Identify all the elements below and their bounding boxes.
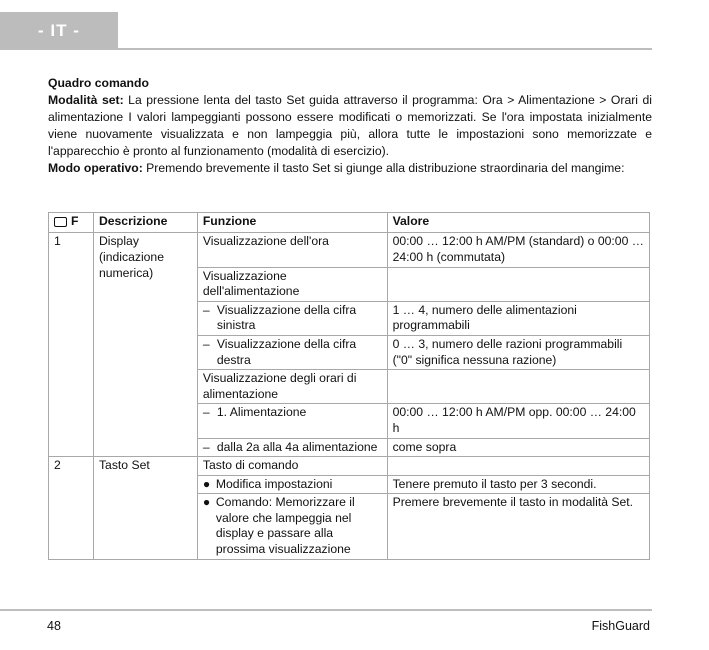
row1-function-other-feedings (197, 438, 387, 457)
row2-value-key (387, 457, 649, 476)
dash-marker: – (202, 302, 210, 317)
section-heading: Quadro comando (48, 76, 149, 90)
brand-name: FishGuard (591, 619, 650, 633)
set-mode-paragraph (48, 92, 652, 160)
right-digit-label: Visualizzazione della cifra destra (216, 336, 357, 367)
first-feeding-label: 1. Alimentazione (216, 405, 307, 420)
row2-description: Tasto Set (93, 457, 197, 560)
row1-number: 1 (49, 233, 94, 457)
row2-function-key: Tasto di comando (197, 457, 387, 476)
command-label: Comando: Memorizzare il valore che lampeggia nel display e passare alla prossima visualizzazione (215, 495, 355, 557)
other-feedings-label: dalla 2a alla 4a alimentazione (216, 439, 378, 454)
header-f-label: F (71, 214, 79, 228)
set-mode-text: La pressione lenta del tasto Set guida attraverso il programma: Ora > Alimentazione > Orari di alimentazione I valori lampeggianti possono essere modificati o memorizzati. Se l'ora impostata inizialmente viene nuovamente visualizzata e non lampeggia più, allora tutte le impostazioni sono memorizzate e l'apparecchio è pronto al funzionamento (modalità di esercizio). (48, 93, 652, 158)
row1-value-right-digit: 0 … 3, numero delle razioni programmabili ("0" significa nessuna razione) (387, 335, 649, 369)
row1-description: Display (indicazione numerica) (93, 233, 197, 457)
header-rule (0, 48, 652, 50)
row1-function-left-digit (197, 301, 387, 335)
operating-mode-label: Modo operativo: (48, 161, 143, 175)
header-valore: Valore (387, 213, 649, 233)
row2-function-modify (197, 475, 387, 494)
dash-marker: – (202, 336, 210, 351)
row2-number: 2 (49, 457, 94, 560)
row1-function-feeding: Visualizzazione dell'alimentazione (197, 267, 387, 301)
set-mode-label: Modalità set: (48, 93, 124, 107)
row1-function-feeding-times: Visualizzazione degli orari di alimentazione (197, 370, 387, 404)
row1-value-feeding-times (387, 370, 649, 404)
row2-function-command (197, 494, 387, 559)
left-digit-label: Visualizzazione della cifra sinistra (216, 302, 357, 333)
row1-value-left-digit: 1 … 4, numero delle alimentazioni programmabili (387, 301, 649, 335)
row1-function-first-feeding (197, 404, 387, 438)
table-row (49, 457, 650, 476)
row1-value-feeding (387, 267, 649, 301)
modify-label: Modifica impostazioni (215, 476, 333, 491)
operating-mode-paragraph (48, 160, 652, 177)
header-funzione: Funzione (197, 213, 387, 233)
display-icon (54, 217, 67, 227)
language-tab: - IT - (0, 12, 118, 49)
dash-marker: – (202, 439, 210, 454)
operating-mode-text: Premendo brevemente il tasto Set si giunge alla distribuzione straordinaria del mangime: (142, 161, 625, 175)
row1-value-first-feeding: 00:00 … 12:00 h AM/PM opp. 00:00 … 24:00 h (387, 404, 649, 438)
row1-value-time: 00:00 … 12:00 h AM/PM (standard) o 00:00 … 24:00 h (commutata) (387, 233, 649, 267)
bullet-marker: ● (202, 476, 211, 491)
row1-function-time: Visualizzazione dell'ora (197, 233, 387, 267)
table-header-row (49, 213, 650, 233)
row2-value-modify: Tenere premuto il tasto per 3 secondi. (387, 475, 649, 494)
header-f (49, 213, 94, 233)
row1-value-other-feedings: come sopra (387, 438, 649, 457)
footer-rule (0, 609, 652, 611)
row1-function-right-digit (197, 335, 387, 369)
header-descrizione: Descrizione (93, 213, 197, 233)
row2-value-command: Premere brevemente il tasto in modalità Set. (387, 494, 649, 559)
control-panel-table (48, 212, 650, 560)
intro-section (48, 75, 652, 177)
page-number: 48 (47, 619, 61, 633)
dash-marker: – (202, 405, 210, 420)
table-row (49, 233, 650, 267)
bullet-marker: ● (202, 495, 211, 510)
